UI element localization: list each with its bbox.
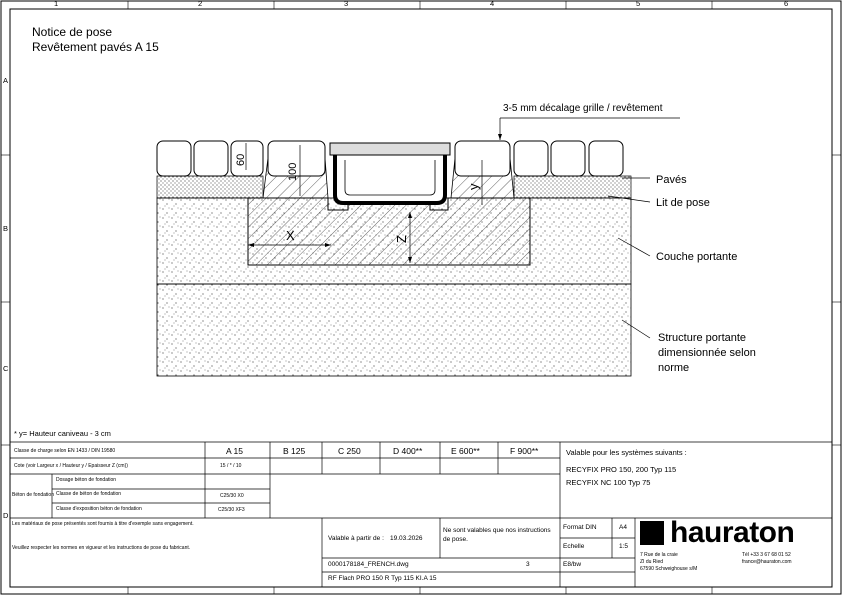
scale-label: Echelle <box>563 543 585 550</box>
file-name: 0000178184_FRENCH.dwg <box>328 561 409 568</box>
company-phone: Tél +33 3 67 68 01 52 <box>742 552 791 558</box>
system-1: RECYFIX PRO 150, 200 Typ 115 <box>566 465 677 474</box>
paver <box>514 141 548 176</box>
systems-title: Valable pour les systèmes suivants : <box>566 448 687 457</box>
concrete-sub2: Classe de béton de fondation <box>56 491 122 497</box>
label-couche-portante: Couche portante <box>656 251 738 263</box>
paver <box>589 141 623 176</box>
hauraton-logo-icon <box>640 521 664 545</box>
class-c250: C 250 <box>338 446 361 456</box>
class-a15: A 15 <box>226 446 244 456</box>
format-label: Format DIN <box>563 524 597 531</box>
class-d400: D 400** <box>393 446 423 456</box>
label-lit-de-pose: Lit de pose <box>656 197 710 209</box>
row-dims-label: Cote (voir Largeur x / Hauteur y / Epaisseur Z (cm)) <box>14 463 128 469</box>
footnote: * y= Hauteur caniveau - 3 cm <box>14 429 111 438</box>
grid-row-c: C <box>3 364 9 373</box>
paver <box>551 141 585 176</box>
channel-body <box>335 155 445 203</box>
channel-grate <box>330 143 450 155</box>
dim-z: Z <box>394 235 409 243</box>
concrete-sub1: Dosage béton de fondation <box>56 477 117 483</box>
row-class-label: Classe de charge selon EN 1433 / DIN 19580 <box>14 448 116 454</box>
grid-col-1: 1 <box>54 0 59 8</box>
company-email: france@hauraton.com <box>742 559 792 565</box>
class-b125: B 125 <box>283 446 306 456</box>
structure-layer <box>157 284 631 376</box>
label-structure-2: dimensionnée selon <box>658 347 756 359</box>
class-e600: E 600** <box>451 446 480 456</box>
grid-col-5: 5 <box>636 0 641 8</box>
paver <box>455 141 510 176</box>
concrete-val2: C25/30 XF3 <box>218 507 245 513</box>
valid-from-label: Valable à partir de : <box>328 535 384 542</box>
disclaimer-2: Veuillez respecter les normes en vigueur et les instructions de pose du fabricant. <box>12 545 191 551</box>
concrete-val1: C25/30 X0 <box>220 493 244 499</box>
format-value: A4 <box>619 524 627 531</box>
scale-value: 1:5 <box>619 543 629 550</box>
disclaimer-1: Les matériaux de pose présentés sont fournis à titre d'exemple sans engagement. <box>12 521 194 527</box>
paver <box>157 141 191 176</box>
dim-y: y <box>466 183 481 190</box>
company-address3: 67590 Schweighouse s/M <box>640 566 698 572</box>
company-address1: 7 Rue de la craie <box>640 552 678 558</box>
row-concrete-label: Béton de fondation <box>12 492 54 498</box>
offset-note: 3-5 mm décalage grille / revêtement <box>503 103 663 114</box>
grid-row-d: D <box>3 511 9 520</box>
validity-note: Ne sont valables que nos instructions de pose. <box>443 527 551 543</box>
grid-row-a: A <box>3 76 9 85</box>
system-2: RECYFIX NC 100 Typ 75 <box>566 478 651 487</box>
grid-col-4: 4 <box>490 0 495 8</box>
dim-100: 100 <box>287 162 299 181</box>
class-f900: F 900** <box>510 446 539 456</box>
grid-col-3: 3 <box>344 0 349 8</box>
lit-de-pose-right <box>514 176 631 198</box>
drawing-title: RF Flach PRO 150 R Typ 115 KI.A 15 <box>328 575 437 582</box>
paver <box>194 141 228 176</box>
company-name: hauraton <box>670 516 795 549</box>
label-paves: Pavés <box>656 174 687 186</box>
concrete-sub3: Classe d'exposition béton de fondation <box>56 506 142 512</box>
grid-col-6: 6 <box>784 0 789 8</box>
dims-value: 15 / * / 10 <box>220 463 242 469</box>
label-structure-3: norme <box>658 362 690 374</box>
valid-from-date: 19.03.2026 <box>390 535 423 542</box>
sheet-no: 3 <box>526 561 530 568</box>
title-line2: Revêtement pavés A 15 <box>32 40 159 54</box>
dim-x: X <box>286 228 295 243</box>
lit-de-pose-left <box>157 176 263 198</box>
label-structure-1: Structure portante <box>658 332 747 344</box>
edition: E8/bw <box>563 561 582 568</box>
company-address2: ZI du Ried <box>640 559 664 565</box>
grid-row-b: B <box>3 224 9 233</box>
grid-col-2: 2 <box>198 0 203 8</box>
title-line1: Notice de pose <box>32 25 113 39</box>
dim-60: 60 <box>235 153 247 166</box>
